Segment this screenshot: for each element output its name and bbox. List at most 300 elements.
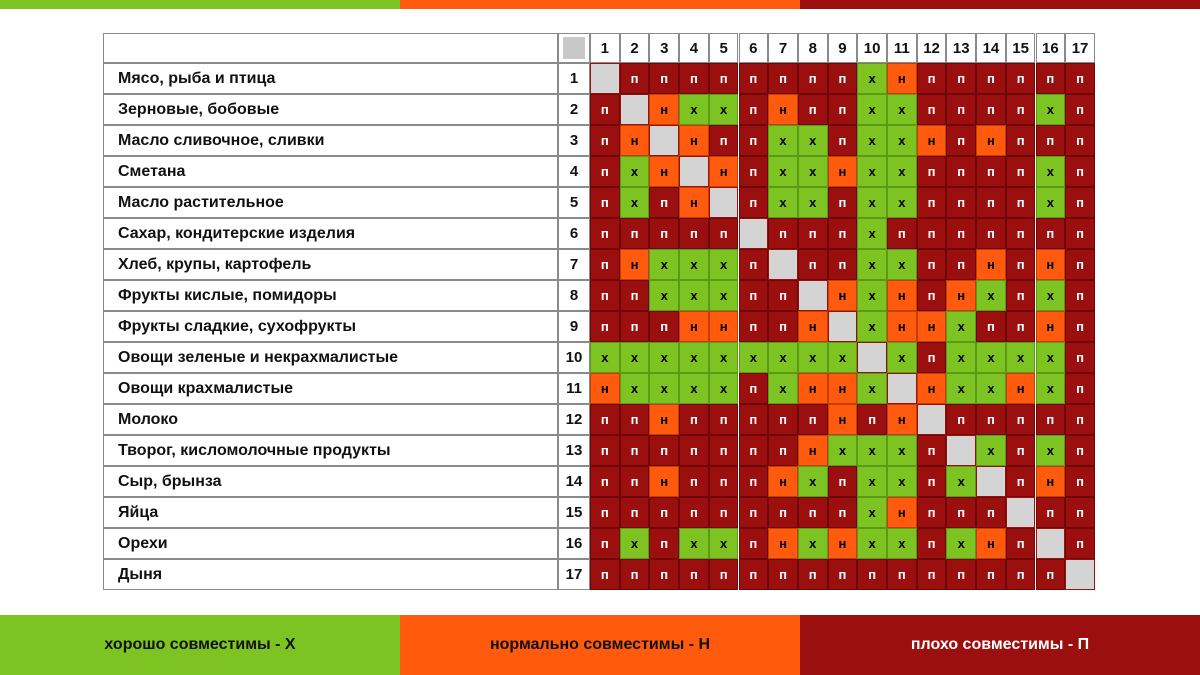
compatibility-mark: х: [809, 474, 817, 489]
matrix-cell: [709, 280, 739, 311]
matrix-cell: [679, 528, 709, 559]
matrix-cell: [709, 466, 739, 497]
column-header: 3: [649, 33, 679, 63]
matrix-cell: [739, 559, 769, 590]
matrix-cell: [620, 187, 650, 218]
matrix-cell: [887, 466, 917, 497]
compatibility-mark: х: [987, 288, 995, 303]
matrix-cell: [1065, 404, 1095, 435]
compatibility-mark: х: [868, 257, 876, 272]
column-header: 12: [917, 33, 947, 63]
compatibility-mark: н: [719, 164, 728, 179]
compatibility-mark: п: [600, 474, 609, 489]
row-index: 9: [558, 311, 590, 342]
compatibility-mark: н: [1046, 474, 1055, 489]
matrix-cell: [976, 435, 1006, 466]
compatibility-mark: п: [660, 319, 669, 334]
row-index: 7: [558, 249, 590, 280]
matrix-cell: [590, 435, 620, 466]
compatibility-mark: п: [927, 536, 936, 551]
matrix-cell: [679, 373, 709, 404]
compatibility-mark: х: [957, 474, 965, 489]
matrix-cell: [1006, 125, 1036, 156]
compatibility-mark: п: [838, 102, 847, 117]
row-name: Яйца: [103, 497, 558, 528]
top-bar-normal: [400, 0, 800, 9]
compatibility-mark: п: [1016, 133, 1025, 148]
matrix-cell: [679, 311, 709, 342]
matrix-cell: [1065, 311, 1095, 342]
row-index: 15: [558, 497, 590, 528]
compatibility-mark: н: [927, 133, 936, 148]
compatibility-mark: п: [808, 102, 817, 117]
compatibility-mark: п: [1076, 133, 1084, 148]
matrix-cell: [976, 373, 1006, 404]
compatibility-mark: х: [957, 319, 965, 334]
matrix-cell-diagonal: [1065, 559, 1095, 590]
column-header: 7: [768, 33, 798, 63]
compatibility-mark: п: [808, 257, 817, 272]
matrix-cell: [917, 94, 947, 125]
compatibility-mark: х: [779, 350, 787, 365]
matrix-cell: [946, 94, 976, 125]
compatibility-mark: п: [1016, 412, 1025, 427]
matrix-cell: [768, 373, 798, 404]
compatibility-mark: п: [838, 474, 847, 489]
matrix-cell: [1006, 528, 1036, 559]
compatibility-mark: х: [1017, 350, 1025, 365]
compatibility-mark: п: [719, 505, 728, 520]
compatibility-mark: п: [1076, 505, 1084, 520]
compatibility-mark: п: [660, 505, 669, 520]
matrix-cell: [620, 342, 650, 373]
compatibility-mark: п: [749, 195, 758, 210]
compatibility-mark: н: [1016, 381, 1025, 396]
matrix-cell: [857, 373, 887, 404]
compatibility-mark: х: [868, 443, 876, 458]
compatibility-mark: х: [690, 536, 698, 551]
compatibility-mark: х: [660, 257, 668, 272]
compatibility-mark: х: [690, 102, 698, 117]
compatibility-mark: п: [690, 567, 698, 582]
compatibility-mark: х: [1046, 195, 1054, 210]
matrix-cell: [620, 528, 650, 559]
matrix-cell: [1036, 94, 1066, 125]
matrix-cell: [976, 94, 1006, 125]
top-bar-bad: [800, 0, 1200, 9]
row-name: Хлеб, крупы, картофель: [103, 249, 558, 280]
compatibility-mark: п: [719, 567, 728, 582]
compatibility-mark: п: [987, 412, 995, 427]
compatibility-mark: п: [749, 381, 758, 396]
compatibility-mark: п: [808, 505, 817, 520]
compatibility-mark: п: [600, 567, 609, 582]
compatibility-mark: п: [1076, 474, 1084, 489]
matrix-cell: [917, 435, 947, 466]
compatibility-mark: п: [1016, 102, 1025, 117]
matrix-cell: [620, 373, 650, 404]
matrix-cell: [768, 559, 798, 590]
compatibility-mark: х: [630, 350, 639, 365]
compatibility-mark: х: [898, 474, 906, 489]
matrix-cell: [887, 156, 917, 187]
compatibility-mark: х: [630, 164, 639, 179]
compatibility-mark: х: [1046, 381, 1054, 396]
top-bar-good: [0, 0, 400, 9]
matrix-cell: [887, 497, 917, 528]
matrix-cell: [976, 280, 1006, 311]
compatibility-mark: п: [630, 474, 639, 489]
row-name: Орехи: [103, 528, 558, 559]
compatibility-mark: п: [957, 567, 966, 582]
matrix-cell: [709, 435, 739, 466]
compatibility-mark: н: [600, 381, 609, 396]
matrix-cell: [857, 63, 887, 94]
compatibility-mark: п: [927, 71, 936, 86]
matrix-cell: [798, 63, 828, 94]
matrix-cell: [620, 63, 650, 94]
matrix-cell: [1065, 497, 1095, 528]
compatibility-mark: х: [898, 164, 906, 179]
matrix-cell: [1006, 156, 1036, 187]
matrix-cell: [1036, 187, 1066, 218]
compatibility-mark: н: [779, 102, 787, 117]
compatibility-mark: п: [660, 226, 669, 241]
compatibility-mark: п: [690, 443, 698, 458]
compatibility-mark: х: [720, 381, 728, 396]
matrix-cell: [887, 311, 917, 342]
compatibility-mark: н: [897, 71, 906, 86]
matrix-cell-diagonal: [649, 125, 679, 156]
matrix-cell: [649, 311, 679, 342]
row-index: 10: [558, 342, 590, 373]
row-index: 17: [558, 559, 590, 590]
matrix-cell: [798, 218, 828, 249]
matrix-cell: [709, 404, 739, 435]
matrix-cell: [649, 94, 679, 125]
compatibility-mark: п: [719, 226, 728, 241]
row-index: 8: [558, 280, 590, 311]
matrix-cell: [976, 63, 1006, 94]
matrix-cell-diagonal: [946, 435, 976, 466]
matrix-cell: [857, 156, 887, 187]
matrix-cell: [1036, 249, 1066, 280]
matrix-cell: [798, 249, 828, 280]
matrix-cell: [798, 125, 828, 156]
matrix-cell: [1006, 280, 1036, 311]
compatibility-mark: п: [749, 133, 758, 148]
compatibility-mark: п: [749, 257, 758, 272]
compatibility-mark: н: [660, 164, 669, 179]
matrix-cell: [857, 249, 887, 280]
matrix-cell: [1065, 249, 1095, 280]
compatibility-mark: х: [720, 536, 728, 551]
compatibility-mark: н: [660, 412, 669, 427]
matrix-cell: [739, 497, 769, 528]
compatibility-mark: н: [838, 381, 847, 396]
matrix-cell: [679, 125, 709, 156]
compatibility-mark: х: [660, 381, 668, 396]
matrix-cell: [768, 311, 798, 342]
matrix-cell: [1036, 63, 1066, 94]
compatibility-mark: п: [660, 536, 669, 551]
compatibility-mark: п: [1016, 443, 1025, 458]
matrix-cell: [857, 466, 887, 497]
compatibility-mark: п: [630, 288, 639, 303]
matrix-cell: [590, 187, 620, 218]
compatibility-mark: п: [749, 288, 758, 303]
compatibility-mark: х: [868, 133, 876, 148]
matrix-cell: [976, 156, 1006, 187]
matrix-cell: [857, 280, 887, 311]
compatibility-mark: п: [838, 505, 847, 520]
matrix-cell: [709, 373, 739, 404]
compatibility-mark: х: [868, 102, 876, 117]
matrix-cell: [1006, 466, 1036, 497]
matrix-cell: [679, 404, 709, 435]
matrix-cell: [946, 218, 976, 249]
matrix-cell: [857, 404, 887, 435]
compatibility-mark: п: [719, 412, 728, 427]
compatibility-mark: х: [660, 350, 668, 365]
compatibility-mark: н: [897, 505, 906, 520]
compatibility-mark: н: [838, 164, 847, 179]
compatibility-mark: п: [987, 505, 995, 520]
matrix-cell: [1065, 94, 1095, 125]
compatibility-mark: п: [957, 505, 966, 520]
compatibility-mark: х: [898, 350, 906, 365]
compatibility-mark: п: [690, 474, 698, 489]
compatibility-mark: п: [600, 257, 609, 272]
compatibility-mark: п: [630, 443, 639, 458]
matrix-cell: [709, 63, 739, 94]
compatibility-mark: п: [927, 257, 936, 272]
compatibility-mark: х: [720, 288, 728, 303]
row-name: Сахар, кондитерские изделия: [103, 218, 558, 249]
compatibility-mark: х: [898, 443, 906, 458]
row-index: 5: [558, 187, 590, 218]
compatibility-mark: х: [690, 381, 698, 396]
compatibility-mark: н: [660, 474, 669, 489]
compatibility-mark: п: [749, 71, 758, 86]
compatibility-mark: п: [957, 71, 966, 86]
column-header: 6: [739, 33, 769, 63]
compatibility-mark: п: [957, 164, 966, 179]
compatibility-mark: п: [957, 102, 966, 117]
compatibility-mark: х: [809, 133, 817, 148]
matrix-cell: [917, 528, 947, 559]
compatibility-mark: п: [600, 226, 609, 241]
compatibility-mark: х: [957, 350, 965, 365]
matrix-cell: [946, 280, 976, 311]
compatibility-mark: х: [1046, 164, 1054, 179]
compatibility-mark: п: [1016, 567, 1025, 582]
matrix-cell: [887, 280, 917, 311]
matrix-cell: [917, 342, 947, 373]
matrix-cell: [739, 435, 769, 466]
matrix-cell: [798, 528, 828, 559]
matrix-cell: [1065, 435, 1095, 466]
legend-bar: [0, 615, 1200, 675]
matrix-cell: [828, 125, 858, 156]
matrix-cell: [917, 249, 947, 280]
compatibility-mark: п: [957, 133, 966, 148]
compatibility-mark: п: [927, 226, 936, 241]
matrix-cell: [828, 404, 858, 435]
matrix-cell: [1006, 311, 1036, 342]
column-header: 10: [857, 33, 887, 63]
compatibility-mark: п: [630, 567, 639, 582]
compatibility-mark: п: [838, 71, 847, 86]
column-header: 5: [709, 33, 739, 63]
compatibility-mark: н: [660, 102, 669, 117]
compatibility-mark: п: [1076, 412, 1084, 427]
matrix-cell: [976, 528, 1006, 559]
matrix-cell: [946, 156, 976, 187]
compatibility-mark: п: [1076, 257, 1084, 272]
compatibility-mark: п: [749, 536, 758, 551]
compatibility-mark: п: [1016, 474, 1025, 489]
matrix-cell: [1036, 125, 1066, 156]
row-name: Фрукты сладкие, сухофрукты: [103, 311, 558, 342]
compatibility-mark: н: [779, 474, 787, 489]
compatibility-mark: п: [957, 226, 966, 241]
matrix-cell: [739, 311, 769, 342]
matrix-cell: [590, 528, 620, 559]
compatibility-mark: х: [868, 195, 876, 210]
matrix-cell: [679, 187, 709, 218]
matrix-cell-diagonal: [768, 249, 798, 280]
compatibility-mark: п: [1046, 505, 1055, 520]
compatibility-mark: п: [987, 71, 995, 86]
compatibility-mark: п: [779, 412, 787, 427]
matrix-cell: [768, 187, 798, 218]
matrix-cell: [590, 342, 620, 373]
matrix-cell: [946, 404, 976, 435]
compatibility-mark: п: [749, 319, 758, 334]
compatibility-mark: п: [987, 319, 995, 334]
matrix-cell: [620, 311, 650, 342]
compatibility-mark: п: [719, 443, 728, 458]
compatibility-mark: п: [719, 71, 728, 86]
matrix-cell: [1065, 528, 1095, 559]
matrix-cell: [946, 342, 976, 373]
matrix-cell: [887, 342, 917, 373]
row-name: Масло сливочное, сливки: [103, 125, 558, 156]
compatibility-mark: х: [660, 288, 668, 303]
compatibility-mark: п: [779, 567, 787, 582]
matrix-cell: [1006, 218, 1036, 249]
matrix-cell: [828, 528, 858, 559]
matrix-cell: [768, 125, 798, 156]
matrix-cell: [709, 559, 739, 590]
matrix-cell: [590, 125, 620, 156]
matrix-cell: [1036, 497, 1066, 528]
compatibility-mark: п: [1076, 164, 1084, 179]
matrix-cell: [739, 528, 769, 559]
compatibility-mark: н: [719, 319, 728, 334]
matrix-cell: [768, 342, 798, 373]
compatibility-mark: п: [779, 505, 787, 520]
row-index: 2: [558, 94, 590, 125]
compatibility-mark: п: [838, 195, 847, 210]
matrix-cell-diagonal: [798, 280, 828, 311]
matrix-cell: [679, 497, 709, 528]
matrix-cell: [976, 311, 1006, 342]
matrix-cell: [709, 249, 739, 280]
compatibility-mark: п: [660, 567, 669, 582]
compatibility-mark: х: [957, 536, 965, 551]
compatibility-mark: н: [1046, 319, 1055, 334]
compatibility-mark: х: [898, 195, 906, 210]
legend-bad: плохо совместимы - П: [800, 615, 1200, 675]
matrix-cell: [857, 497, 887, 528]
compatibility-mark: п: [927, 288, 936, 303]
matrix-cell: [857, 528, 887, 559]
compatibility-mark: х: [868, 226, 876, 241]
matrix-cell-diagonal: [739, 218, 769, 249]
compatibility-mark: п: [1016, 195, 1025, 210]
compatibility-mark: х: [601, 350, 609, 365]
column-header: 14: [976, 33, 1006, 63]
matrix-cell: [887, 435, 917, 466]
compatibility-mark: п: [1076, 350, 1084, 365]
row-index: 4: [558, 156, 590, 187]
matrix-cell: [739, 187, 769, 218]
compatibility-mark: х: [809, 536, 817, 551]
matrix-cell: [1006, 559, 1036, 590]
matrix-cell: [798, 466, 828, 497]
compatibility-mark: п: [630, 226, 639, 241]
compatibility-mark: х: [749, 350, 757, 365]
row-index: 12: [558, 404, 590, 435]
compatibility-mark: н: [690, 195, 698, 210]
matrix-cell: [946, 497, 976, 528]
row-name: Масло растительное: [103, 187, 558, 218]
matrix-cell: [620, 125, 650, 156]
compatibility-mark: н: [630, 257, 639, 272]
matrix-cell: [709, 497, 739, 528]
matrix-cell: [887, 94, 917, 125]
matrix-cell: [620, 435, 650, 466]
compatibility-mark: н: [897, 412, 906, 427]
column-header: 9: [828, 33, 858, 63]
compatibility-mark: п: [630, 319, 639, 334]
header-index-corner: [558, 33, 590, 63]
compatibility-mark: п: [690, 412, 698, 427]
compatibility-mark: п: [719, 133, 728, 148]
matrix-cell: [739, 125, 769, 156]
compatibility-mark: п: [690, 71, 698, 86]
compatibility-mark: п: [957, 195, 966, 210]
compatibility-mark: н: [779, 536, 787, 551]
compatibility-mark: п: [1016, 226, 1025, 241]
compatibility-mark: п: [600, 195, 609, 210]
matrix-cell: [739, 404, 769, 435]
compatibility-mark: п: [1016, 288, 1025, 303]
matrix-cell: [828, 466, 858, 497]
compatibility-mark: н: [957, 288, 966, 303]
compatibility-mark: п: [808, 412, 817, 427]
compatibility-mark: х: [630, 536, 639, 551]
compatibility-mark: х: [898, 257, 906, 272]
matrix-cell: [976, 125, 1006, 156]
compatibility-mark: х: [868, 381, 876, 396]
compatibility-mark: п: [1076, 536, 1084, 551]
matrix-cell: [798, 435, 828, 466]
matrix-cell: [649, 249, 679, 280]
matrix-cell: [590, 218, 620, 249]
